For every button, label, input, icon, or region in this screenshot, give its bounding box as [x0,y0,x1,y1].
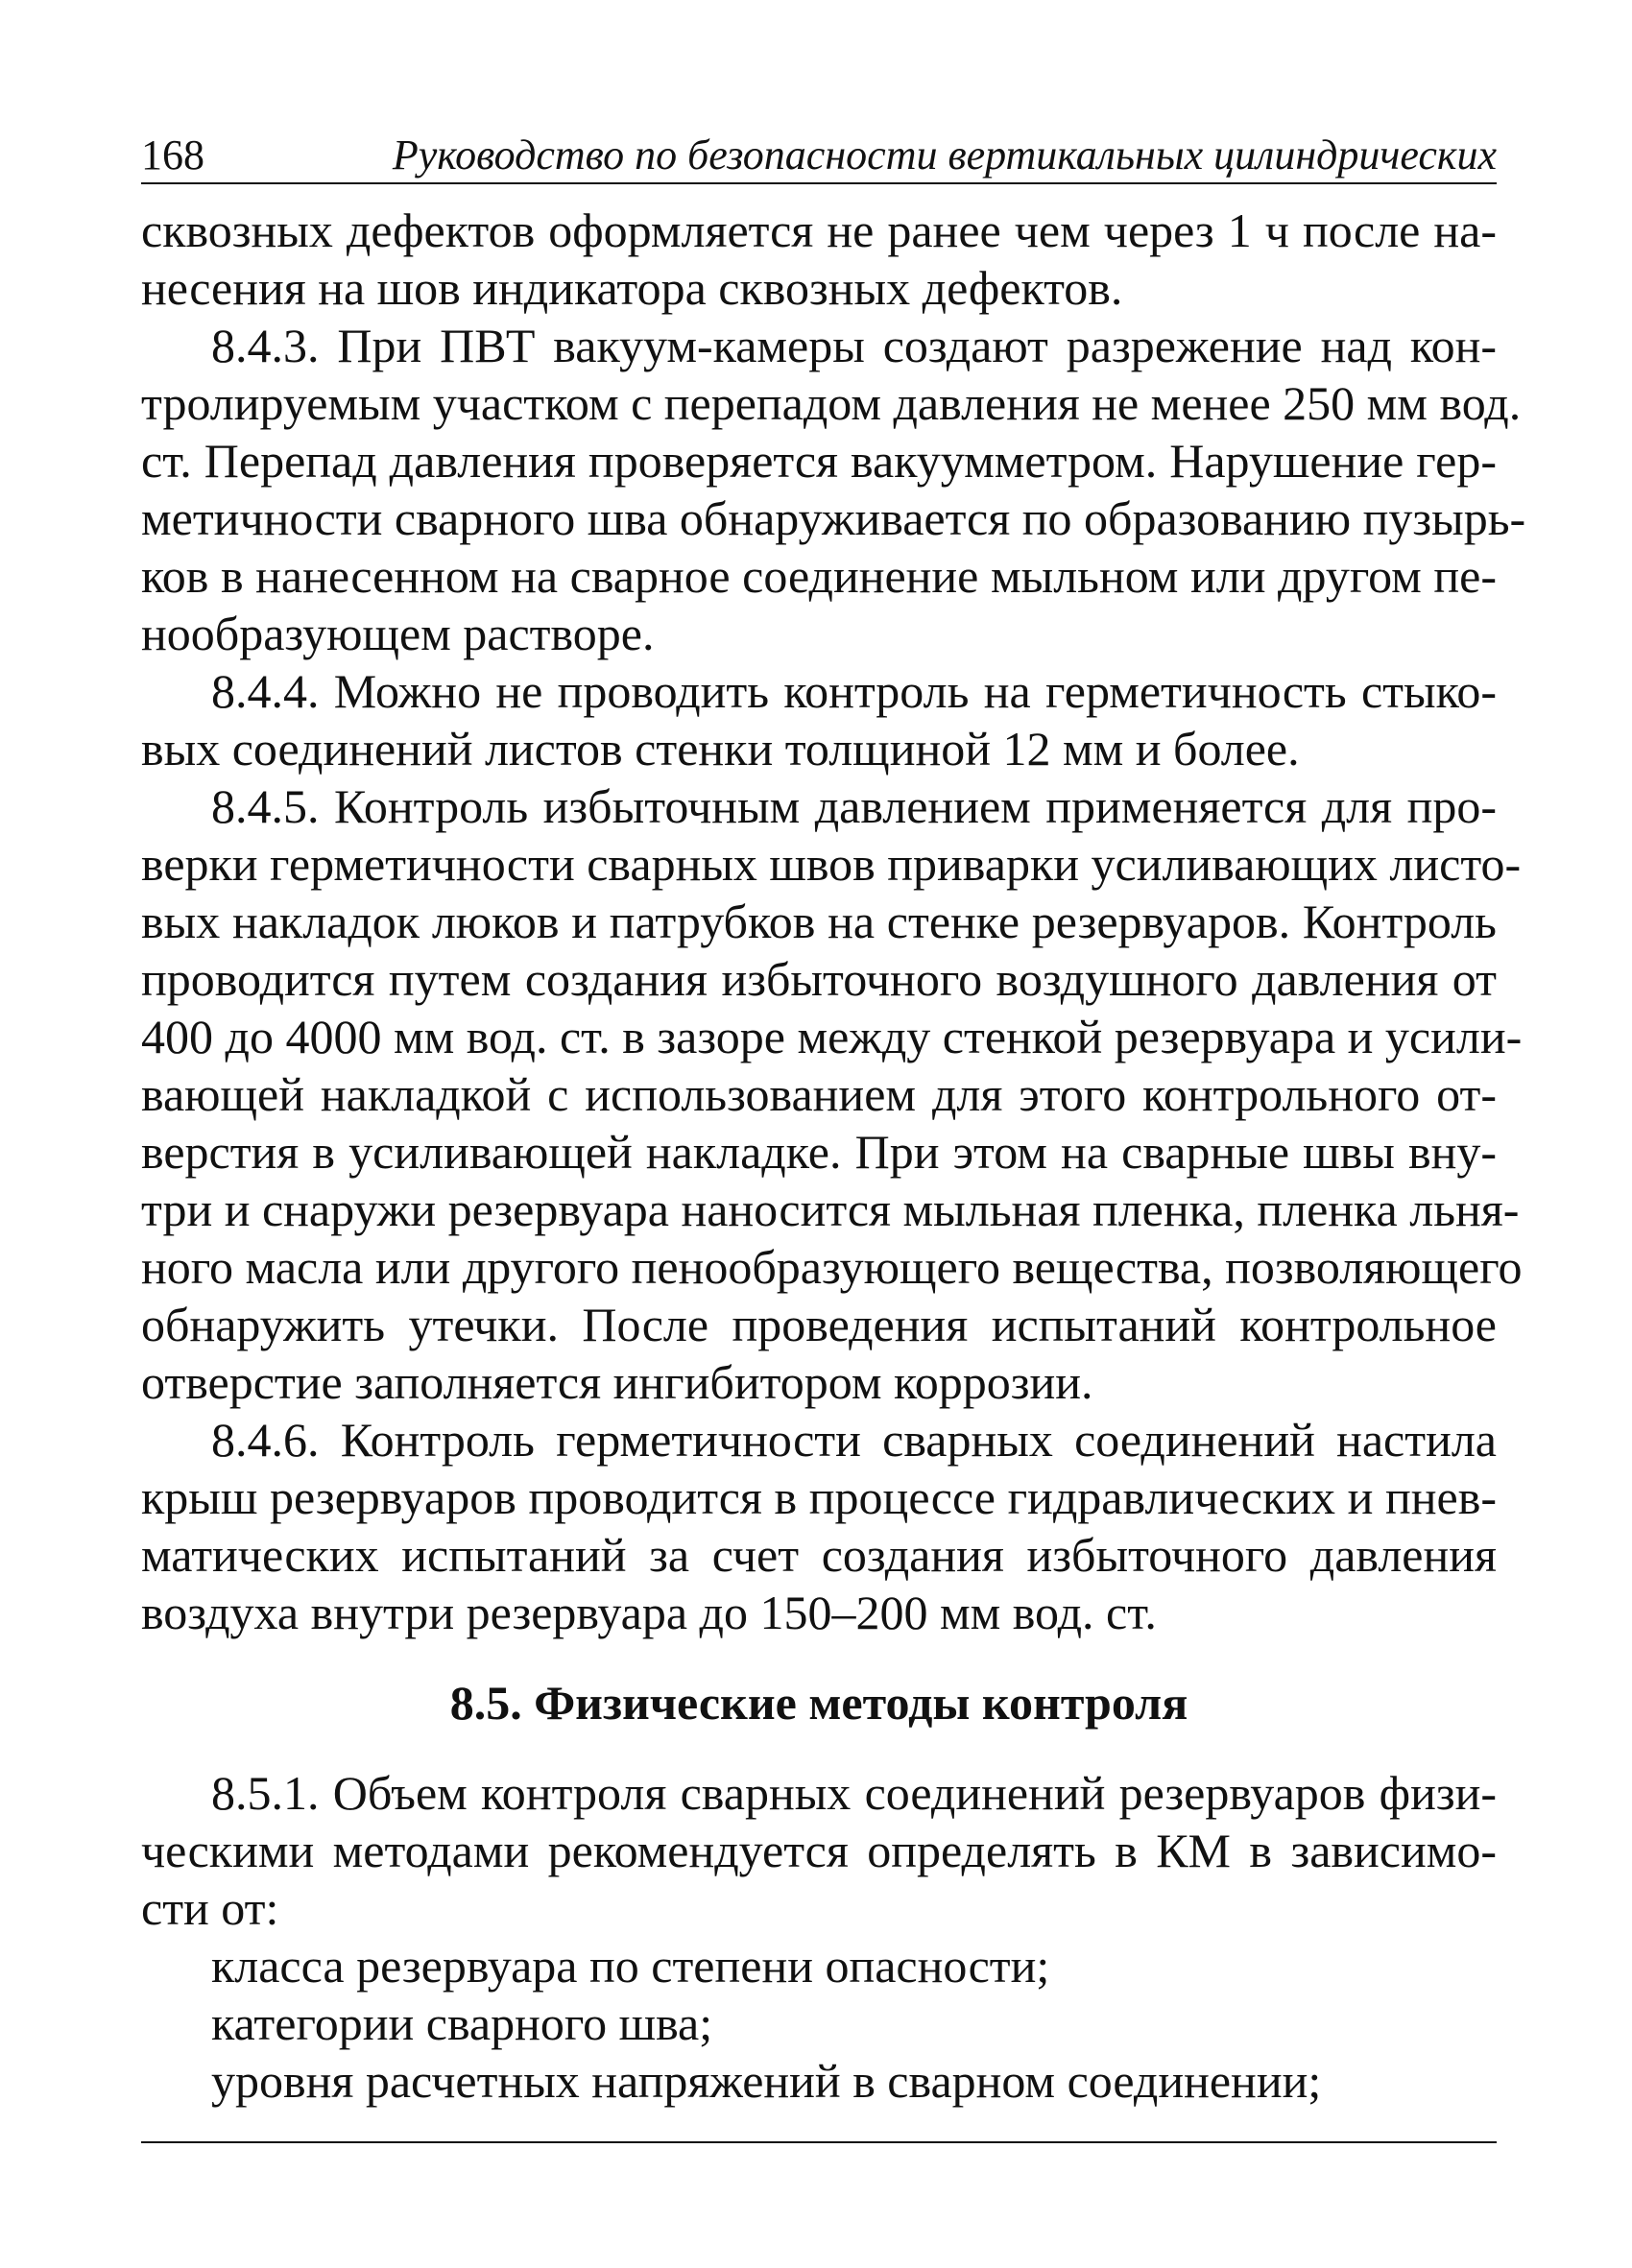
text-line: воздуха внутри резервуара до 150–200 мм вод. ст. [141,1586,1157,1639]
list-item: класса резервуара по степени опасности; [211,1939,1050,1993]
text-line: вых соединений листов стенки толщиной 12 мм и более. [141,722,1300,776]
text-line: отверстие заполняется ингибитором коррозии. [141,1355,1093,1409]
text-line: три и снаружи резервуара наносится мыльная пленка, пленка льня- [141,1182,1520,1236]
text-line: 400 до 4000 мм вод. ст. в зазоре между стенкой резервуара и усили- [141,1010,1523,1063]
bottom-rule [141,2141,1497,2143]
paragraph-8-4-6 [141,1411,1497,1641]
text-line: несения на шов индикатора сквозных дефектов. [141,261,1123,315]
text-line: 8.5.1. Объем контроля сварных соединений резервуаров физи- [211,1766,1497,1820]
text-line: верки герметичности сварных швов приварки усиливающих листо- [141,837,1522,891]
text-line: верстия в усиливающей накладке. При этом на сварные швы вну- [141,1125,1497,1179]
text-line: проводится путем создания избыточного воздушного давления от [141,952,1497,1006]
text-line: обнаружить утечки. После проведения испытаний контрольное [141,1298,1497,1351]
text-line: 8.4.6. Контроль герметичности сварных соединений настила [211,1413,1497,1467]
text-line: ческими методами рекомендуется определять в КМ в зависимо- [141,1824,1497,1877]
text-line: 8.4.3. При ПВТ вакуум-камеры создают разрежение над кон- [211,319,1497,372]
text-line: ков в нанесенном на сварное соединение мыльном или другом пе- [141,549,1497,603]
body-text [141,202,1526,2110]
running-header [141,129,1497,182]
text-line: 8.4.4. Можно не проводить контроль на герметичность стыко- [211,664,1497,718]
text-line: сти от: [141,1881,279,1935]
running-title: Руководство по безопасности вертикальных цилиндрических [392,131,1497,179]
paragraph-8-4-4 [141,662,1497,777]
text-line: ст. Перепад давления проверяется вакуумметром. Нарушение гер- [141,434,1497,488]
text-line: вающей накладкой с использованием для этого контрольного от- [141,1067,1497,1121]
text-line: крыш резервуаров проводится в процессе гидравлических и пнев- [141,1470,1497,1524]
paragraph-8-4-3 [141,317,1526,662]
text-line: сквозных дефектов оформляется не ранее чем через 1 ч после на- [141,203,1497,257]
criteria-list [141,1937,1497,2110]
paragraph-8-4-5 [141,777,1523,1411]
text-line: ного масла или другого пенообразующего вещества, позволяющего [141,1240,1523,1294]
text-line: метичности сварного шва обнаруживается по образованию пузырь- [141,491,1526,545]
page-number: 168 [141,131,204,179]
text-line: матических испытаний за счет создания избыточного давления [141,1528,1497,1582]
header-rule [141,182,1497,184]
list-item: уровня расчетных напряжений в сварном соединении; [211,2054,1322,2108]
paragraph-8-5-1 [141,1764,1497,1937]
list-item: категории сварного шва; [211,1996,713,2050]
text-line: вых накладок люков и патрубков на стенке резервуаров. Контроль [141,895,1497,948]
paragraph-continuation [141,202,1497,317]
text-line: нообразующем растворе. [141,607,655,660]
text-line: тролируемым участком с перепадом давления не менее 250 мм вод. [141,376,1522,430]
text-line: 8.4.5. Контроль избыточным давлением применяется для про- [211,779,1497,833]
section-title: 8.5. Физические методы контроля [449,1676,1188,1730]
